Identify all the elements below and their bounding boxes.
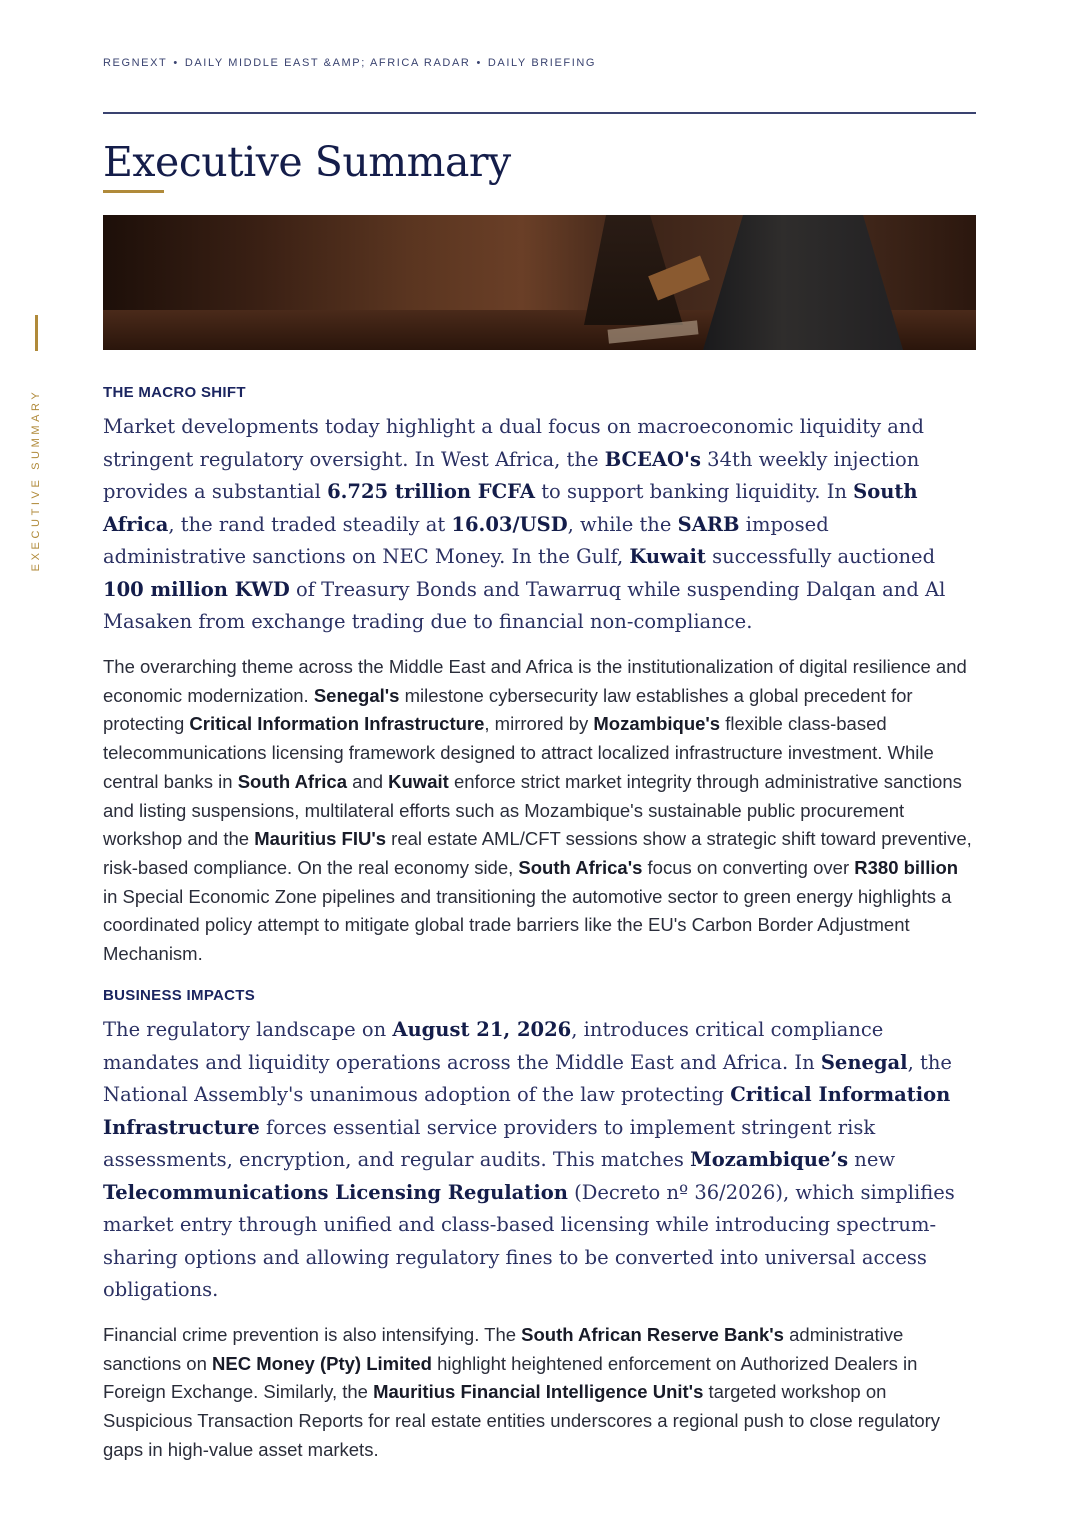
business-impacts-body-paragraph: Financial crime prevention is also intensifying. The South African Reserve Bank's administrative sanctions on NEC Money (Pty) Limited highlight heightened enforcement on Authorized Dealers in Foreign Exchange. Similarly, the Mauritius Financial Intelligence Unit's targeted workshop on Suspicious Transaction Reports for real estate entities underscores a regional push to close regulatory gaps in high-value asset markets. bbox=[103, 1324, 941, 1460]
header-rule bbox=[103, 112, 976, 114]
page-title: Executive Summary bbox=[103, 138, 511, 186]
hero-image bbox=[103, 215, 976, 350]
macro-shift-body-paragraph: The overarching theme across the Middle East and Africa is the institutionalization of digital resilience and economic modernization. Senegal's milestone cybersecurity law establishes a global precedent for protecting Critical Information Infrastructure, mirrored by Mozambique's flexible class-based telecommunications licensing framework designed to attract localized infrastructure investment. While central banks in South Africa and Kuwait enforce strict market integrity through administrative sanctions and listing suspensions, multilateral efforts such as Mozambique's sustainable public procurement workshop and the Mauritius FIU's real estate AML/CFT sessions show a strategic shift toward preventive, risk-based compliance. On the real economy side, South Africa's focus on converting over R380 billion in Special Economic Zone pipelines and transitioning the automotive sector to green energy highlights a coordinated policy attempt to mitigate global trade barriers like the EU's Carbon Border Adjustment Mechanism. bbox=[103, 656, 972, 965]
side-accent-bar bbox=[35, 315, 38, 351]
section-label-business-impacts: BUSINESS IMPACTS bbox=[103, 987, 256, 1004]
header-radar-name: DAILY MIDDLE EAST &AMP; AFRICA RADAR bbox=[184, 57, 471, 69]
macro-shift-lead-paragraph: Market developments today highlight a dual focus on macroeconomic liquidity and stringent regulatory oversight. In West Africa, the BCEAO's 34th weekly injection provides a substantial 6.725 trillion FCFA to support banking liquidity. In South Africa, the rand traded steadily at 16.03/USD, while the SARB imposed administrative sanctions on NEC Money. In the Gulf, Kuwait successfully auctioned 100 million KWD of Treasury Bonds and Tawarruq while suspending Dalqan and Al Masaken from exchange trading due to financial non-compliance. bbox=[103, 415, 946, 633]
section-label-macro-shift: THE MACRO SHIFT bbox=[103, 384, 246, 401]
running-header: REGNEXT • DAILY MIDDLE EAST &AMP; AFRICA RADAR • DAILY BRIEFING bbox=[103, 57, 597, 69]
header-report-type: DAILY BRIEFING bbox=[487, 57, 597, 69]
business-impacts-lead-paragraph: The regulatory landscape on August 21, 2026, introduces critical compliance mandates and liquidity operations across the Middle East and Africa. In Senegal, the National Assembly's unanimous adoption of the law protecting Critical Information Infrastructure forces essential service providers to implement stringent risk assessments, encryption, and regular audits. This matches Mozambique’s new Telecommunications Licensing Regulation (Decreto nº 36/2026), which simplifies market entry through unified and class-based licensing while introducing spectrum-sharing options and allowing regulatory fines to be converted into universal access obligations. bbox=[103, 1018, 955, 1301]
header-brand: REGNEXT bbox=[103, 57, 168, 69]
hero-figure-right bbox=[703, 215, 903, 350]
title-accent-underline bbox=[103, 190, 164, 193]
